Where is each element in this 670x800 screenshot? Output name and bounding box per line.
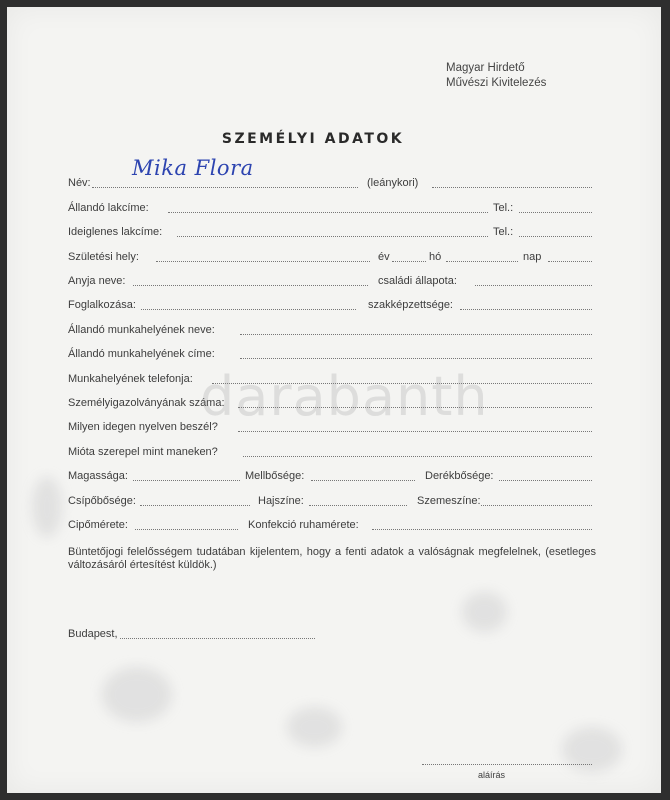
publisher-line-1: Magyar Hirdető: [446, 62, 525, 74]
label-csaladi-allapota: családi állapota:: [378, 275, 457, 287]
field-derekbosege[interactable]: [499, 480, 592, 481]
publisher-imprint: [446, 61, 546, 91]
label-konfekcio: Konfekció ruhamérete:: [248, 519, 359, 531]
label-szuletesi-hely: Születési hely:: [68, 251, 139, 263]
field-csaladi-allapota[interactable]: [475, 285, 592, 286]
label-anyja-neve: Anyja neve:: [68, 275, 126, 287]
label-munkahely-cime: Állandó munkahelyének címe:: [68, 348, 215, 360]
field-leanykori[interactable]: [432, 187, 592, 188]
label-csipobosege: Csípőbősége:: [68, 495, 136, 507]
field-allando-lakcime[interactable]: [168, 212, 488, 213]
field-szakkepzettsege[interactable]: [460, 309, 592, 310]
watermark: darabanth: [200, 365, 489, 428]
handwritten-name: Mika Flora: [132, 156, 254, 180]
label-nap: nap: [523, 251, 542, 263]
form-title-wrap: [0, 131, 654, 147]
field-anyja-neve[interactable]: [133, 285, 368, 286]
field-szuletesi-hely[interactable]: [156, 261, 370, 262]
label-signature: aláírás: [478, 770, 506, 780]
field-cipomerete[interactable]: [135, 529, 238, 530]
label-ho: hó: [429, 251, 442, 263]
field-nev[interactable]: [92, 187, 358, 188]
label-tel-2: Tel.:: [493, 226, 514, 238]
label-szemelyigazolvany: Személyigazolványának száma:: [68, 397, 225, 409]
field-mellbosege[interactable]: [311, 480, 415, 481]
stain: [562, 727, 622, 772]
label-ev: év: [378, 251, 390, 263]
label-hajszine: Hajszíne:: [258, 495, 304, 507]
field-csipobosege[interactable]: [140, 505, 250, 506]
label-place: Budapest,: [68, 628, 118, 640]
field-szemeszine[interactable]: [481, 505, 592, 506]
field-foglalkozasa[interactable]: [141, 309, 356, 310]
label-mellbosege: Mellbősége:: [245, 470, 305, 482]
publisher-line-2: Művészi Kivitelezés: [446, 77, 547, 89]
label-idegen-nyelv: Milyen idegen nyelven beszél?: [68, 421, 218, 433]
field-idegen-nyelv[interactable]: [238, 431, 592, 432]
label-allando-lakcime: Állandó lakcíme:: [68, 202, 149, 214]
label-derekbosege: Derékbősége:: [425, 470, 494, 482]
field-ev[interactable]: [392, 261, 426, 262]
field-magassaga[interactable]: [133, 480, 240, 481]
field-munkahely-cime[interactable]: [240, 358, 592, 359]
field-date[interactable]: [120, 638, 315, 639]
stain: [462, 592, 507, 632]
field-nap[interactable]: [548, 261, 592, 262]
field-tel-2[interactable]: [519, 236, 592, 237]
field-ho[interactable]: [446, 261, 518, 262]
label-cipomerete: Cipőmérete:: [68, 519, 128, 531]
label-foglalkozasa: Foglalkozása:: [68, 299, 136, 311]
form-title: SZEMÉLYI ADATOK: [221, 131, 405, 147]
stain: [287, 707, 342, 747]
field-manneken[interactable]: [243, 456, 592, 457]
label-szakkepzettsege: szakképzettsége:: [368, 299, 453, 311]
label-nev: Név:: [68, 177, 91, 189]
field-ideiglenes-lakcime[interactable]: [177, 236, 488, 237]
field-konfekcio[interactable]: [372, 529, 592, 530]
label-szemeszine: Szemeszíne:: [417, 495, 481, 507]
declaration-text: Büntetőjogi felelősségem tudatában kijelentem, hogy a fenti adatok a valóságnak megfelelnek, (esetleges változásáról értesítést küldök.): [68, 546, 596, 571]
label-leanykori: (leánykori): [367, 177, 419, 189]
label-ideiglenes-lakcime: Ideiglenes lakcíme:: [68, 226, 163, 238]
field-hajszine[interactable]: [309, 505, 407, 506]
label-munkahely-telefonja: Munkahelyének telefonja:: [68, 373, 193, 385]
stain: [32, 477, 62, 537]
field-signature[interactable]: [422, 764, 592, 765]
stain: [102, 667, 172, 722]
field-munkahely-neve[interactable]: [240, 334, 592, 335]
label-manneken: Mióta szerepel mint maneken?: [68, 446, 218, 458]
label-magassaga: Magassága:: [68, 470, 128, 482]
label-munkahely-neve: Állandó munkahelyének neve:: [68, 324, 215, 336]
field-tel-1[interactable]: [519, 212, 592, 213]
label-tel-1: Tel.:: [493, 202, 514, 214]
